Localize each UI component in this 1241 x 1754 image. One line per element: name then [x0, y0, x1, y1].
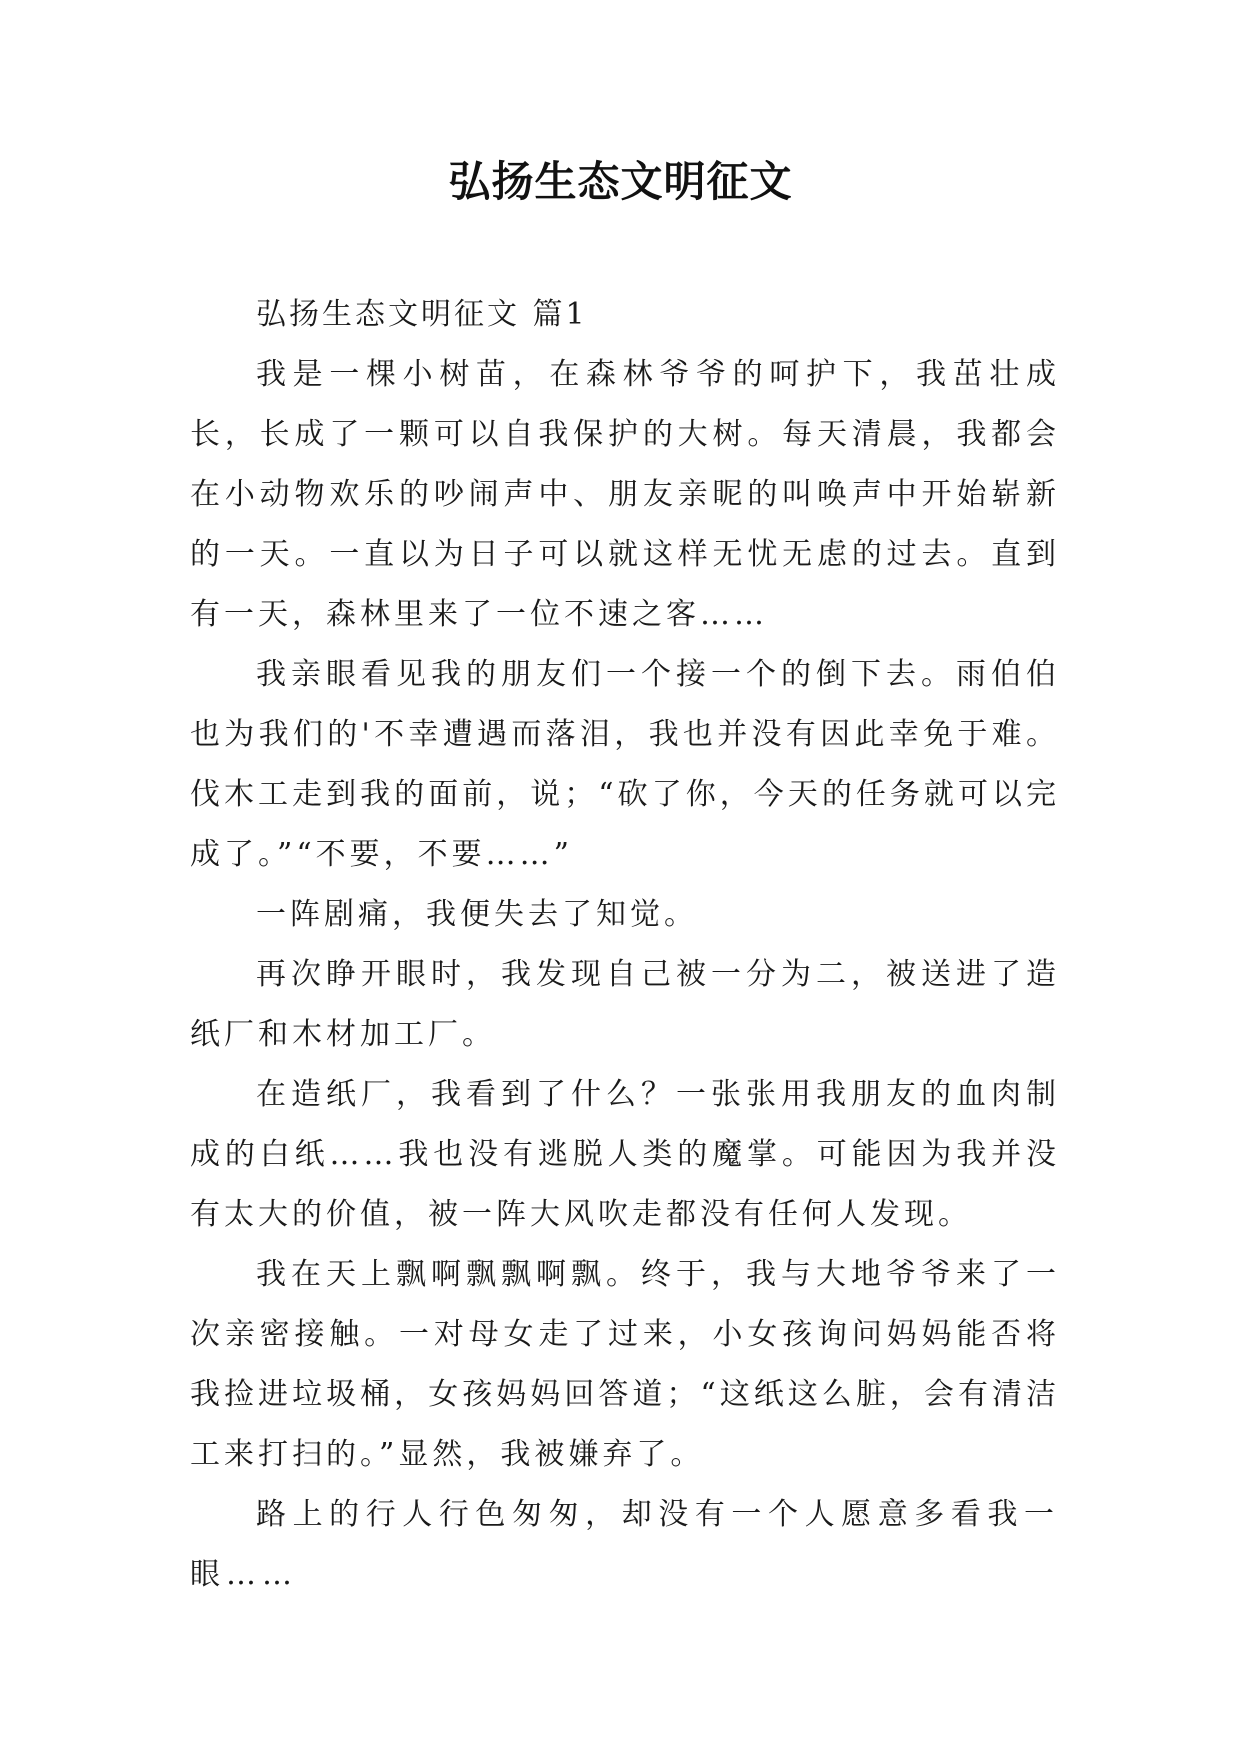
- document-body: [190, 285, 1060, 1605]
- document-title: 弘扬生态文明征文: [448, 157, 793, 206]
- paragraph-5: 在造纸厂，我看到了什么？一张张用我朋友的血肉制成的白纸……我也没有逃脱人类的魔掌。可能因为我并没有太大的价值，被一阵大风吹走都没有任何人发现。: [190, 1077, 1060, 1232]
- paragraph-4: 再次睁开眼时，我发现自己被一分为二，被送进了造纸厂和木材加工厂。: [190, 957, 1060, 1052]
- section-heading: 弘扬生态文明征文 篇1: [256, 297, 588, 332]
- paragraph-1: 我是一棵小树苗，在森林爷爷的呵护下，我茁壮成长，长成了一颗可以自我保护的大树。每天清晨，我都会在小动物欢乐的吵闹声中、朋友亲昵的叫唤声中开始崭新的一天。一直以为日子可以就这样无忧无虑的过去。直到有一天，森林里来了一位不速之客……: [190, 357, 1060, 632]
- paragraph-2: 我亲眼看见我的朋友们一个接一个的倒下去。雨伯伯也为我们的'不幸遭遇而落泪，我也并没有因此幸免于难。伐木工走到我的面前，说；“砍了你，今天的任务就可以完成了。”“不要，不要……”: [190, 657, 1060, 872]
- paragraph-3: 一阵剧痛，我便失去了知觉。: [256, 897, 698, 932]
- paragraph-6: 我在天上飘啊飘飘啊飘。终于，我与大地爷爷来了一次亲密接触。一对母女走了过来，小女孩询问妈妈能否将我捡进垃圾桶，女孩妈妈回答道；“这纸这么脏，会有清洁工来打扫的。”显然，我被嫌弃了。: [190, 1257, 1060, 1472]
- paragraph-7: 路上的行人行色匆匆，却没有一个人愿意多看我一眼……: [190, 1497, 1060, 1592]
